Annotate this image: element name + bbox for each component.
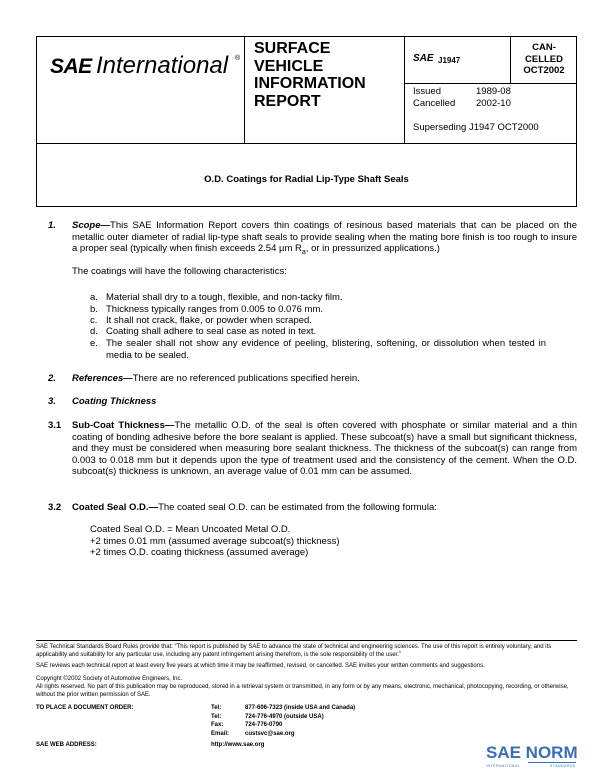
section-2-text — [72, 373, 577, 385]
formula-line: +2 times 0.01 mm (assumed average subcoat(s) thickness) — [90, 536, 340, 547]
section-3-2-label: Coated Seal O.D.— — [72, 502, 159, 513]
report-type-line: SURFACE — [254, 40, 331, 57]
web-link[interactable]: http://www.sae.org — [211, 742, 265, 748]
email-link[interactable]: custsvc@sae.org — [245, 731, 295, 737]
logo-trademark: ® — [235, 55, 241, 62]
section-1-number: 1. — [48, 220, 56, 231]
report-type-line: REPORT — [254, 92, 321, 110]
section-3-1-label: Sub-Coat Thickness— — [72, 420, 175, 431]
characteristics-intro: The coatings will have the following characteristics: — [72, 266, 287, 277]
header-divider-1 — [244, 36, 245, 144]
formula-line: +2 times O.D. coating thickness (assumed average) — [90, 547, 309, 558]
logo-international: International — [96, 52, 229, 79]
list-item-letter: c. — [90, 315, 98, 326]
scope-text-a: This SAE Information Report covers thin coatings of resinous based materials that can be placed on the metallic outer diameter of radial lip-type shaft seals to provide sealing when the mating bore finish is too rough to insure a proper seal (typically when finish exceeds 2.54 µm R — [72, 220, 577, 254]
list-item-letter: b. — [90, 304, 98, 315]
section-3-label: Coating Thickness — [72, 396, 157, 407]
report-type-line: INFORMATION — [254, 75, 366, 92]
section-2-label: References— — [72, 373, 133, 384]
formula-line: Coated Seal O.D. = Mean Uncoated Metal O.D. — [90, 524, 291, 535]
norm-text: SAE NORM — [486, 743, 578, 762]
list-item: Material shall dry to a tough, flexible, and non-tacky film. — [106, 292, 343, 303]
doc-prefix: SAE — [413, 53, 434, 64]
coated-od-text: The coated seal O.D. can be estimated from the following formula: — [158, 502, 437, 513]
list-item-letter: d. — [90, 326, 98, 337]
section-3-2-text — [72, 502, 577, 514]
status-line: CELLED — [525, 53, 563, 65]
section-3-2-number: 3.2 — [48, 502, 62, 513]
header-divider-3 — [510, 36, 511, 84]
order-label: TO PLACE A DOCUMENT ORDER: — [36, 705, 134, 711]
norm-sub-standards: STANDARDS — [550, 764, 576, 768]
contact-label: Tel: — [211, 705, 222, 711]
footer-rule — [36, 640, 577, 641]
document-title: O.D. Coatings for Radial Lip-Type Shaft Seals — [204, 174, 409, 185]
footer-rules: SAE Technical Standards Board Rules provide that: “This report is published by SAE to advance the state of technical and engineering sciences. The use of this report is entirely voluntary, and its applicability and suitability for any particular use, including any patent infringement arising therefrom, is the sole responsibility of the user.” — [36, 644, 552, 658]
section-3-number: 3. — [48, 396, 56, 407]
footer-copyright: Copyright ©2002 Society of Automotive Engineers, Inc. — [36, 676, 183, 682]
list-item-letter: e. — [90, 338, 98, 349]
cancelled-label: Cancelled — [413, 98, 456, 109]
cancelled-value: 2002-10 — [476, 98, 511, 109]
logo-sae: SAE — [50, 55, 92, 78]
section-1-text — [72, 220, 577, 258]
subcoat-text: The metallic O.D. of the seal is often covered with phosphate or similar material and a thin coating of bonding adhesive before the bore sealant is applied. These subcoat(s) have a small but significant thickness, and they must be considered when measuring bore sealant thickness. The thickness of the subcoat(s) can range from 0.003 to 0.018 mm but it depends upon the type of treatment used and the consistency of the cement. When the O.D. subcoat(s) thickness is unknown, an average value of 0.01 mm can be assumed. — [72, 420, 577, 477]
footer-rights: All rights reserved. No part of this publication may be reproduced, stored in a retrieval system or transmitted, in any form or by any means, electronic, mechanical, photocopying, recording, or otherwise, without the prior written permission of SAE. — [36, 684, 569, 698]
norm-sub-international: INTERNATIONAL — [486, 764, 521, 768]
list-item-letter: a. — [90, 292, 98, 303]
header-divider-h — [404, 83, 577, 84]
scope-subscript: a — [301, 248, 306, 256]
section-1-label: Scope— — [72, 220, 111, 231]
issued-value: 1989-08 — [476, 86, 511, 97]
contact-value[interactable]: 724-776-4970 (outside USA) — [245, 714, 324, 720]
list-item: Thickness typically ranges from 0.005 to 0.076 mm. — [106, 304, 324, 315]
list-item: Coating shall adhere to seal case as noted in text. — [106, 326, 317, 337]
norm-bar — [528, 762, 576, 763]
contact-label: Email: — [211, 731, 230, 737]
status-line: OCT2002 — [523, 65, 565, 76]
references-text: There are no referenced publications specified herein. — [132, 373, 360, 384]
section-2-number: 2. — [48, 373, 56, 384]
section-3-1-text — [72, 420, 577, 478]
issued-label: Issued — [413, 86, 441, 97]
header-divider-2 — [404, 36, 405, 144]
scope-text-b: , or in pressurized applications.) — [305, 243, 440, 254]
report-type-line: VEHICLE — [254, 57, 324, 75]
list-item: It shall not crack, flake, or powder when scraped. — [106, 315, 312, 326]
contact-value[interactable]: 724-776-0790 — [245, 722, 283, 728]
status-badge — [512, 42, 576, 77]
report-type — [254, 40, 394, 110]
contact-label: Tel: — [211, 714, 222, 720]
contact-value[interactable]: 877-606-7323 (inside USA and Canada) — [245, 705, 356, 711]
superseding: Superseding J1947 OCT2000 — [413, 122, 539, 133]
list-item: The sealer shall not show any evidence of peeling, blistering, softening, or dissolution when tested in media to be sealed. — [106, 338, 546, 361]
contact-label: Fax: — [211, 722, 224, 728]
web-label: SAE WEB ADDRESS: — [36, 742, 97, 748]
section-3-1-number: 3.1 — [48, 420, 62, 431]
doc-number: J1947 — [438, 56, 461, 65]
status-line: CAN- — [532, 42, 556, 53]
footer-review: SAE reviews each technical report at least every five years at which time it may be reaffirmed, revised, or cancelled. SAE invites your written comments and suggestions. — [36, 663, 485, 669]
